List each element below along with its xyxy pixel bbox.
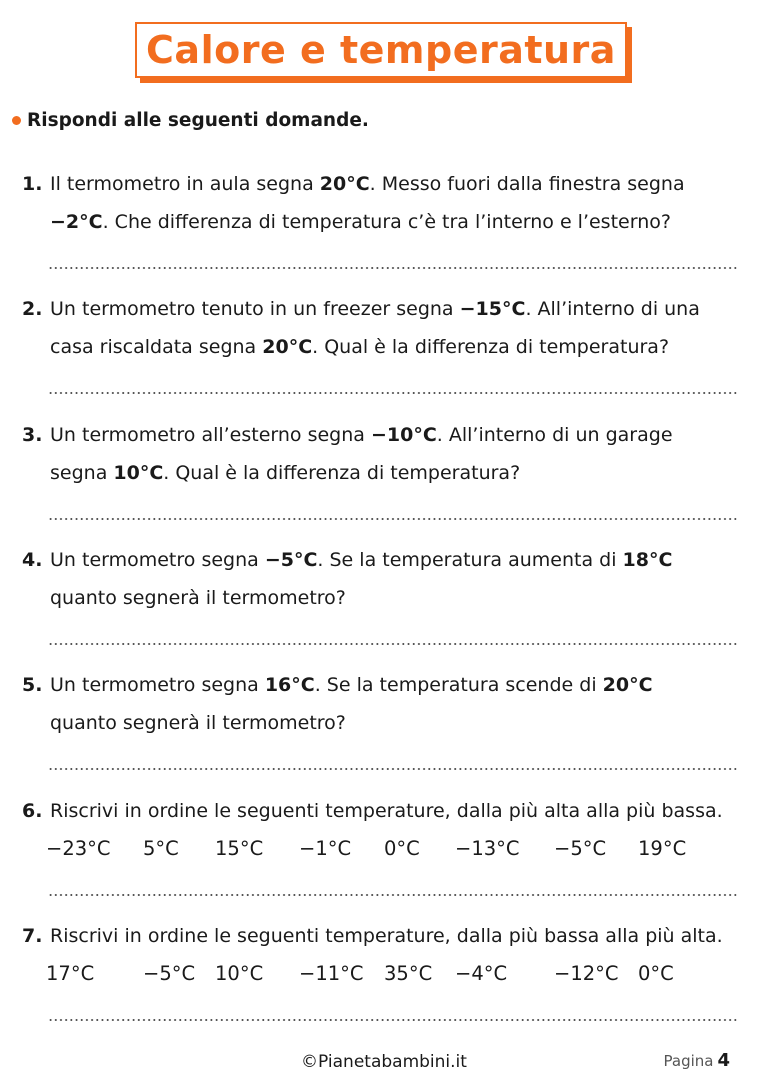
temperature-item: 15°C: [215, 837, 264, 860]
temperature-list: [46, 830, 752, 868]
question-line: [50, 328, 752, 366]
question-text: [50, 165, 752, 241]
temperature-item: −5°C: [143, 962, 196, 985]
question-text: [50, 416, 752, 492]
question-number: 2.: [22, 298, 43, 320]
text-fragment: . Messo fuori dalla finestra segna: [369, 173, 685, 195]
question-line: [50, 579, 752, 617]
text-fragment: . Se la temperatura scende di: [314, 674, 603, 696]
temperature-value: −15°C: [459, 298, 526, 320]
temperature-value: −2°C: [50, 211, 103, 233]
text-fragment: . Se la temperatura aumenta di: [317, 549, 623, 571]
temperature-item: −11°C: [299, 962, 364, 985]
temperature-item: 0°C: [384, 837, 420, 860]
text-fragment: . Che differenza di temperatura c’è tra l’interno e l’esterno?: [102, 211, 671, 233]
bullet-icon: [12, 116, 21, 125]
temperature-list: [46, 955, 752, 993]
question-text: [50, 290, 752, 366]
page-indicator: [664, 1050, 730, 1071]
text-fragment: . All’interno di una: [525, 298, 700, 320]
question-1: [22, 165, 752, 241]
temperature-value: 18°C: [622, 549, 673, 571]
answer-line[interactable]: [48, 768, 738, 770]
text-fragment: Riscrivi in ordine le seguenti temperature, dalla più bassa alla più alta.: [50, 925, 723, 947]
question-number: 6.: [22, 800, 43, 822]
temperature-item: −23°C: [46, 837, 111, 860]
temperature-item: −5°C: [554, 837, 607, 860]
text-fragment: . Qual è la differenza di temperatura?: [163, 462, 521, 484]
text-fragment: segna: [50, 462, 114, 484]
text-fragment: quanto segnerà il termometro?: [50, 712, 346, 734]
footer-brand: ©Pianetabambini.it: [301, 1052, 467, 1072]
title-banner: [135, 22, 627, 78]
temperature-item: 10°C: [215, 962, 264, 985]
temperature-item: 17°C: [46, 962, 95, 985]
question-text: [50, 541, 752, 617]
temperature-item: 19°C: [638, 837, 687, 860]
answer-line[interactable]: [48, 392, 738, 394]
text-fragment: Un termometro all’esterno segna: [50, 424, 371, 446]
text-fragment: Il termometro in aula segna: [50, 173, 320, 195]
page-title: Calore e temperatura: [146, 28, 616, 72]
temperature-item: 0°C: [638, 962, 674, 985]
page-label: Pagina: [663, 1052, 714, 1070]
question-number: 7.: [22, 925, 43, 947]
text-fragment: . All’interno di un garage: [436, 424, 673, 446]
temperature-item: −4°C: [455, 962, 508, 985]
answer-line[interactable]: [48, 894, 738, 896]
instruction: [12, 110, 369, 131]
instruction-text: Rispondi alle seguenti domande.: [27, 110, 369, 131]
text-fragment: Un termometro segna: [50, 674, 265, 696]
question-line: [50, 704, 752, 742]
question-text: [46, 917, 752, 993]
answer-line[interactable]: [48, 518, 738, 520]
question-line: [50, 165, 752, 203]
text-fragment: Un termometro tenuto in un freezer segna: [50, 298, 460, 320]
text-fragment: Riscrivi in ordine le seguenti temperature, dalla più alta alla più bassa.: [50, 800, 723, 822]
question-line: [50, 792, 752, 830]
temperature-item: −1°C: [299, 837, 352, 860]
question-line: [50, 917, 752, 955]
question-number: 3.: [22, 424, 43, 446]
question-6: [22, 792, 752, 868]
temperature-value: 20°C: [262, 336, 313, 358]
question-5: [22, 666, 752, 742]
text-fragment: quanto segnerà il termometro?: [50, 587, 346, 609]
answer-line[interactable]: [48, 1019, 738, 1021]
question-number: 4.: [22, 549, 43, 571]
question-line: [50, 416, 752, 454]
question-text: [46, 792, 752, 868]
question-line: [50, 666, 752, 704]
answer-line[interactable]: [48, 643, 738, 645]
temperature-item: −12°C: [554, 962, 619, 985]
temperature-value: 10°C: [113, 462, 164, 484]
question-number: 1.: [22, 173, 43, 195]
question-4: [22, 541, 752, 617]
text-fragment: . Qual è la differenza di temperatura?: [312, 336, 670, 358]
question-line: [50, 454, 752, 492]
temperature-item: 5°C: [143, 837, 179, 860]
temperature-item: 35°C: [384, 962, 433, 985]
answer-line[interactable]: [48, 267, 738, 269]
question-2: [22, 290, 752, 366]
question-3: [22, 416, 752, 492]
text-fragment: Un termometro segna: [50, 549, 265, 571]
temperature-value: −10°C: [370, 424, 437, 446]
temperature-item: −13°C: [455, 837, 520, 860]
question-number: 5.: [22, 674, 43, 696]
temperature-value: 20°C: [602, 674, 653, 696]
question-7: [22, 917, 752, 993]
temperature-value: 20°C: [319, 173, 370, 195]
question-line: [50, 290, 752, 328]
page-number: 4: [717, 1050, 730, 1071]
question-line: [50, 203, 752, 241]
question-text: [50, 666, 752, 742]
question-line: [50, 541, 752, 579]
text-fragment: casa riscaldata segna: [50, 336, 263, 358]
temperature-value: −5°C: [264, 549, 318, 571]
temperature-value: 16°C: [264, 674, 315, 696]
